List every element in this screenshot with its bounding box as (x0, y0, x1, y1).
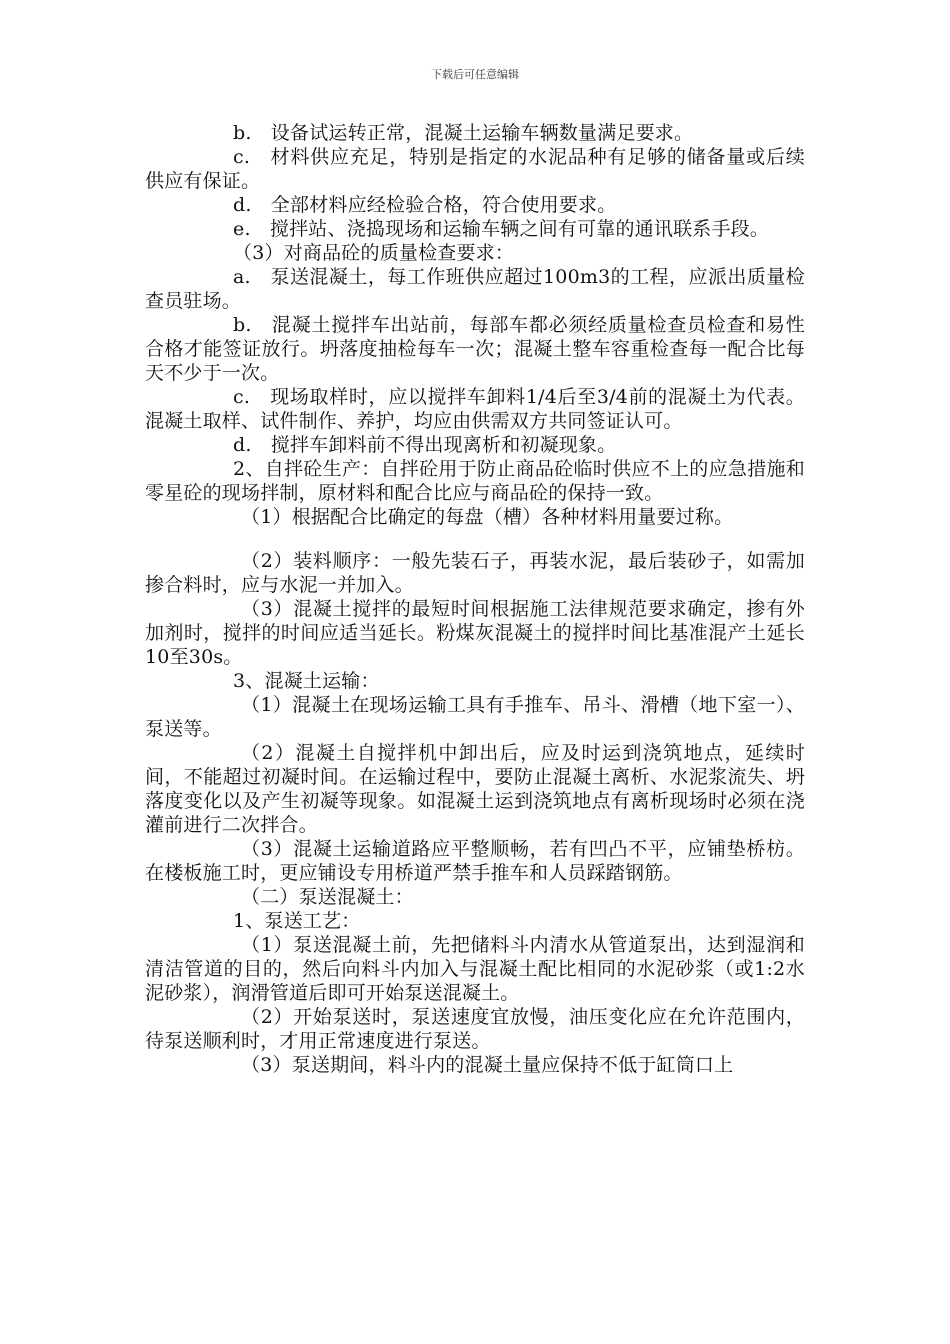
blank-line (145, 529, 805, 549)
paragraph: d. 搅拌车卸料前不得出现离析和初凝现象。 (233, 434, 617, 456)
paragraph: （3）泵送期间，料斗内的混凝土量应保持不低于缸筒口上 (241, 1054, 734, 1076)
paragraph: a. 泵送混凝土，每工作班供应超过100m3的工程，应派出质量检查员驻场。 (145, 266, 805, 312)
paragraph: （3）对商品砼的质量检查要求： (233, 242, 515, 264)
paragraph: （3）混凝土搅拌的最短时间根据施工法律规范要求确定，掺有外加剂时，搅拌的时间应适当延长。粉煤灰混凝土的搅拌时间比基准混产土延长10至30s。 (145, 598, 805, 668)
paragraph: d. 全部材料应经检验合格，符合使用要求。 (233, 194, 617, 216)
paragraph: （1）根据配合比确定的每盘（槽）各种材料用量要过称。 (241, 506, 734, 528)
paragraph: （2）装料顺序：一般先装石子，再装水泥，最后装砂子，如需加掺合料时，应与水泥一并加入。 (145, 550, 805, 596)
paragraph: 3、混凝土运输： (233, 670, 380, 692)
document-body (145, 121, 805, 1077)
paragraph: c. 材料供应充足，特别是指定的水泥品种有足够的储备量或后续供应有保证。 (145, 146, 805, 192)
page-header: 下载后可任意编辑 (431, 68, 519, 81)
paragraph: （2）混凝土自搅拌机中卸出后，应及时运到浇筑地点，延续时间，不能超过初凝时间。在运输过程中，要防止混凝土离析、水泥浆流失、坍落度变化以及产生初凝等现象。如混凝土运到浇筑地点有离析现场时必须在浇灌前进行二次拌合。 (145, 742, 805, 836)
paragraph: （2）开始泵送时，泵送速度宜放慢，油压变化应在允许范围内，待泵送顺利时，才用正常速度进行泵送。 (145, 1006, 805, 1052)
paragraph: （1）泵送混凝土前，先把储料斗内清水从管道泵出，达到湿润和清洁管道的目的，然后向料斗内加入与混凝土配比相同的水泥砂浆（或1:2水泥砂浆），润滑管道后即可开始泵送混凝土。 (145, 934, 805, 1004)
paragraph: 1、泵送工艺： (233, 910, 361, 932)
paragraph: 2、自拌砼生产：自拌砼用于防止商品砼临时供应不上的应急措施和零星砼的现场拌制，原材料和配合比应与商品砼的保持一致。 (145, 458, 805, 504)
paragraph: （二）泵送混凝土： (241, 886, 414, 908)
paragraph: （1）混凝土在现场运输工具有手推车、吊斗、滑槽（地下室一）、泵送等。 (145, 694, 805, 740)
paragraph: e. 搅拌站、浇捣现场和运输车辆之间有可靠的通讯联系手段。 (233, 218, 770, 240)
paragraph: b. 设备试运转正常，混凝土运输车辆数量满足要求。 (233, 122, 694, 144)
paragraph: c. 现场取样时，应以搅拌车卸料1/4后至3/4前的混凝土为代表。混凝土取样、试件制作、养护，均应由供需双方共同签证认可。 (145, 386, 805, 432)
paragraph: b. 混凝土搅拌车出站前，每部车都必须经质量检查员检查和易性合格才能签证放行。坍落度抽检每车一次；混凝土整车容重检查每一配合比每天不少于一次。 (145, 314, 805, 384)
paragraph: （3）混凝土运输道路应平整顺畅，若有凹凸不平，应铺垫桥枋。在楼板施工时，更应铺设专用桥道严禁手推车和人员踩踏钢筋。 (145, 838, 805, 884)
